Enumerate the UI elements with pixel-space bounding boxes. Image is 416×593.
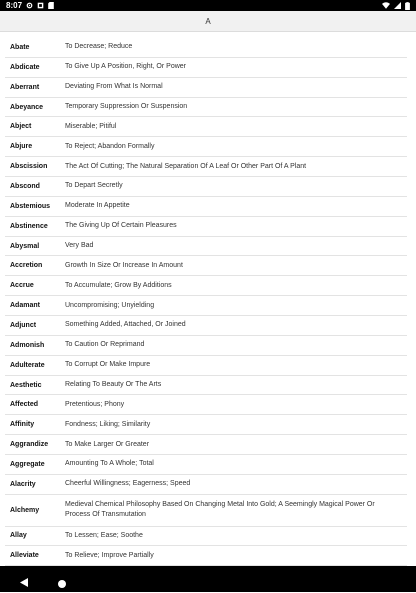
- word-meaning: Moderate In Appetite: [65, 202, 130, 210]
- word-term: Accrue: [10, 282, 34, 290]
- status-right: [382, 2, 410, 10]
- word-term: Alacrity: [10, 480, 36, 488]
- word-term: Abject: [10, 123, 32, 131]
- list-item[interactable]: [5, 256, 407, 276]
- word-term: Affinity: [10, 421, 35, 429]
- word-meaning: Uncompromising; Unyielding: [65, 301, 155, 309]
- list-item[interactable]: [5, 117, 407, 137]
- word-meaning: To Caution Or Reprimand: [65, 341, 145, 349]
- word-term: Abeyance: [10, 103, 44, 111]
- word-term: Aberrant: [10, 83, 40, 91]
- word-term: Aggrandize: [10, 441, 49, 449]
- word-meaning: Amounting To A Whole; Total: [65, 460, 154, 468]
- wifi-icon: [382, 2, 390, 9]
- word-meaning: Deviating From What Is Normal: [65, 83, 163, 91]
- word-meaning: To Reject; Abandon Formally: [65, 142, 155, 150]
- word-meaning: To Depart Secretly: [65, 182, 123, 190]
- list-item[interactable]: [5, 98, 407, 118]
- list-item[interactable]: [5, 356, 407, 376]
- word-term: Alleviate: [10, 552, 39, 560]
- gear-icon: [26, 2, 33, 9]
- list-item[interactable]: [5, 455, 407, 475]
- word-meaning: The Giving Up Of Certain Pleasures: [65, 222, 177, 230]
- word-term: Accretion: [10, 262, 43, 270]
- status-bar: [0, 0, 416, 11]
- word-meaning: To Accumulate; Grow By Additions: [65, 281, 172, 289]
- word-meaning: Temporary Suppression Or Suspension: [65, 103, 188, 110]
- list-item[interactable]: [5, 475, 407, 495]
- status-left: [6, 1, 54, 10]
- word-meaning: To Relieve; Improve Partially: [65, 551, 154, 559]
- app-icon: [37, 2, 44, 9]
- word-term: Aggregate: [10, 460, 45, 468]
- word-meaning: Fondness; Liking; Similarity: [65, 420, 151, 428]
- word-meaning: Cheerful Willingness; Eagerness; Speed: [65, 480, 191, 488]
- word-term: Affected: [10, 401, 39, 409]
- list-item[interactable]: [5, 276, 407, 296]
- list-item[interactable]: [5, 495, 407, 527]
- word-term: Alchemy: [10, 506, 40, 514]
- list-item[interactable]: [5, 137, 407, 157]
- signal-icon: [394, 2, 401, 9]
- home-icon[interactable]: [58, 575, 66, 593]
- word-term: Adjunct: [10, 321, 37, 329]
- list-item[interactable]: [5, 78, 407, 98]
- list-item[interactable]: [5, 58, 407, 78]
- word-term: Adulterate: [10, 361, 45, 369]
- list-item[interactable]: [5, 316, 407, 336]
- word-term: Adamant: [10, 302, 40, 310]
- word-term: Aesthetic: [10, 381, 42, 389]
- word-meaning: To Give Up A Position, Right, Or Power: [65, 63, 186, 71]
- list-item[interactable]: [5, 376, 407, 396]
- word-meaning: The Act Of Cutting; The Natural Separation Of A Leaf Or Other Part Of A Plant: [65, 162, 307, 170]
- header-bar: [0, 11, 416, 32]
- list-item[interactable]: [5, 217, 407, 237]
- word-term: Abscond: [10, 182, 40, 190]
- word-meaning: To Decrease; Reduce: [65, 43, 133, 51]
- battery-icon: [405, 2, 410, 10]
- list-item[interactable]: [5, 237, 407, 257]
- word-term: Abscission: [10, 163, 48, 171]
- word-term: Abjure: [10, 143, 33, 151]
- list-item[interactable]: [5, 395, 407, 415]
- word-meaning: Relating To Beauty Or The Arts: [65, 381, 162, 389]
- word-meaning: Growth In Size Or Increase In Amount: [65, 261, 183, 269]
- word-meaning: Medieval Chemical Philosophy Based On Changing Metal Into Gold; A Seemingly Magical Power Or Process Of Transmutation: [65, 501, 375, 519]
- sd-card-icon: [48, 2, 54, 9]
- list-item[interactable]: [5, 527, 407, 547]
- list-item[interactable]: [5, 197, 407, 217]
- word-meaning: To Make Larger Or Greater: [65, 440, 150, 448]
- word-term: Abdicate: [10, 63, 40, 71]
- list-item[interactable]: [5, 336, 407, 356]
- word-meaning: To Lessen; Ease; Soothe: [65, 531, 143, 539]
- word-meaning: Pretentious; Phony: [65, 400, 125, 408]
- header-title: A: [205, 16, 211, 26]
- word-list: [5, 38, 407, 566]
- word-term: Abysmal: [10, 242, 40, 250]
- word-term: Abstemious: [10, 202, 51, 210]
- word-meaning: Something Added, Attached, Or Joined: [65, 321, 186, 329]
- list-item[interactable]: [5, 435, 407, 455]
- list-item[interactable]: [5, 177, 407, 197]
- list-item[interactable]: [5, 296, 407, 316]
- list-item[interactable]: [5, 546, 407, 566]
- word-meaning: Miserable; Pitiful: [65, 122, 117, 130]
- back-icon[interactable]: [20, 574, 28, 592]
- word-term: Admonish: [10, 341, 45, 349]
- status-time: 8:07: [6, 1, 23, 10]
- list-item[interactable]: [5, 157, 407, 177]
- list-item[interactable]: [5, 415, 407, 435]
- word-term: Allay: [10, 532, 27, 540]
- word-term: Abate: [10, 43, 30, 51]
- word-meaning: To Corrupt Or Make Impure: [65, 361, 151, 369]
- word-meaning: Very Bad: [65, 242, 94, 250]
- navigation-bar: [0, 566, 416, 592]
- word-term: Abstinence: [10, 222, 48, 230]
- list-item[interactable]: [5, 38, 407, 58]
